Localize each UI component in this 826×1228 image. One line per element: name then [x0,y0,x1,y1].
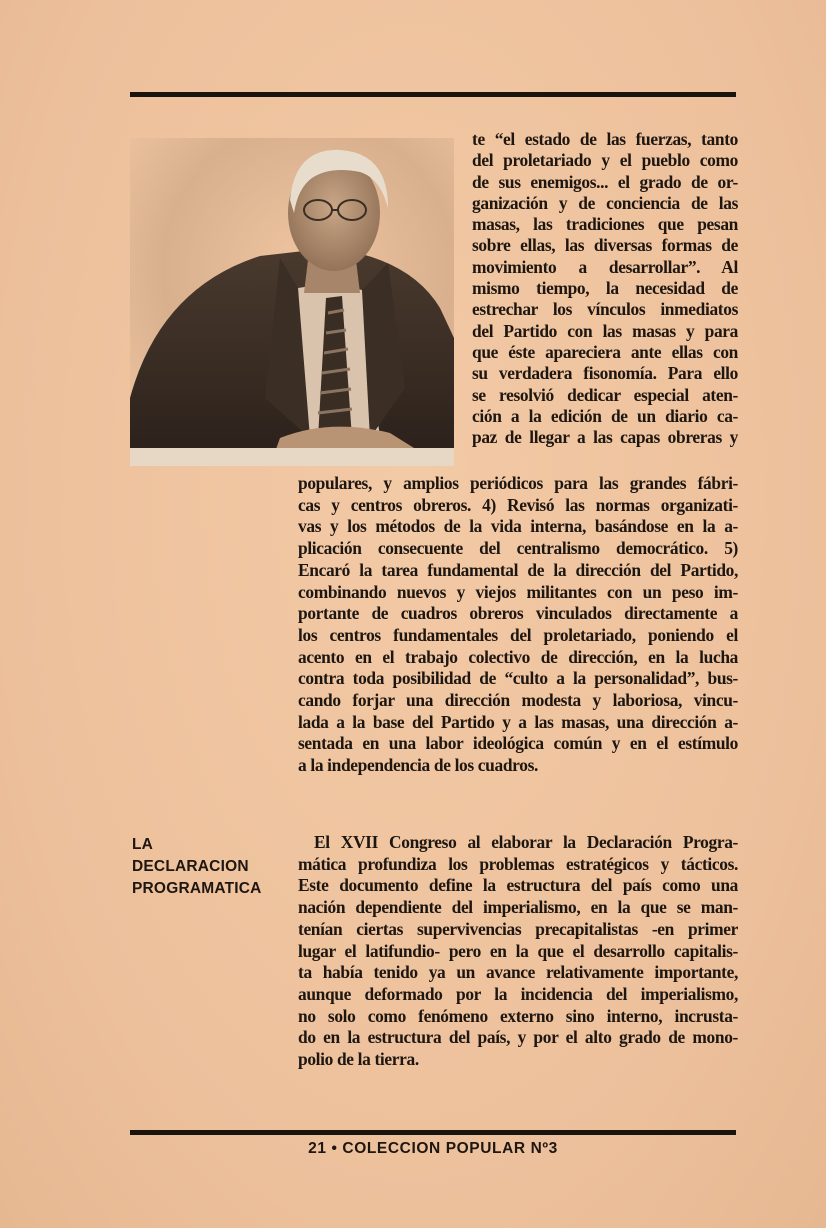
text-line: te “el estado de las fuerzas, tanto [472,129,738,149]
text-line: nación dependiente del imperialismo, en la que se man- [298,897,738,918]
continued-paragraph [298,473,738,777]
text-line: estrechar los vínculos inmediatos [472,299,738,320]
text-line: Este documento define la estructura del país como una [298,875,738,896]
text-line: polio de la tierra. [298,1049,419,1070]
text-line: Encaró la tarea fundamental de la dirección del Partido, [298,559,738,580]
text-line: su verdadera fisonomía. Para ello [472,363,738,384]
text-line: acento en el trabajo colectivo de dirección, en la lucha [298,646,738,667]
text-line: del Partido con las masas y para [472,320,738,341]
text-line: sobre ellas, las diversas formas de [472,235,738,256]
section-heading [132,834,292,900]
text-line: plicación consecuente del centralismo democrático. 5) [298,538,738,559]
text-line: mismo tiempo, la necesidad de [472,278,738,299]
text-line: masas, las tradiciones que pesan [472,214,738,235]
section-paragraph [298,832,738,1071]
top-rule [130,92,736,97]
text-line: se resolvió dedicar especial aten- [472,384,738,405]
heading-line: PROGRAMATICA [132,880,262,897]
text-line: que éste apareciera ante ellas con [472,341,738,362]
text-line: sentada en una labor ideológica común y en el estímulo [298,733,738,754]
text-line: movimiento a desarrollar”. Al [472,256,738,277]
text-line: combinando nuevos y viejos militantes con un peso im- [298,581,738,602]
text-line: de sus enemigos... el grado de or- [472,171,738,192]
text-line: cando forjar una dirección modesta y laboriosa, vincu- [298,690,738,711]
text-line: mática profundiza los problemas estratégicos y tácticos. [298,853,738,874]
heading-line: LA [132,836,154,853]
text-line: a la independencia de los cuadros. [298,755,538,776]
text-line: ción a la edición de un diario ca- [472,405,738,426]
text-line: do en la estructura del país, y por el alto grado de mono- [298,1027,738,1048]
text-line: ganización y de conciencia de las [472,192,738,213]
text-line: paz de llegar a las capas obreras y [472,427,738,448]
bottom-rule [130,1130,736,1135]
text-line: lugar el latifundio- pero en la que el desarrollo capitalis- [298,940,738,961]
text-line: lada a la base del Partido y a las masas, una dirección a- [298,711,738,732]
text-line: vas y los métodos de la vida interna, basándose en la a- [298,516,738,537]
text-line: tenían ciertas supervivencias precapitalistas -en primer [298,918,738,939]
text-line: portante de cuadros obreros vinculados directamente a [298,603,738,624]
text-line: contra toda posibilidad de “culto a la personalidad”, bus- [298,668,738,689]
text-line: aunque deformado por la incidencia del imperialismo, [298,983,738,1004]
text-line: ta había tenido ya un avance relativamente importante, [298,962,738,983]
text-line: El XVII Congreso al elaborar la Declaración Progra- [314,832,738,852]
wrapped-paragraph [472,129,738,448]
text-line: populares, y amplios periódicos para las grandes fábri- [298,473,738,493]
heading-line: DECLARACION [132,858,249,875]
text-line: cas y centros obreros. 4) Revisó las normas organizati- [298,494,738,515]
text-line: no solo como fenómeno externo sino interno, incrusta- [298,1005,738,1026]
portrait-photo [130,138,454,466]
text-line: los centros fundamentales del proletariado, poniendo el [298,624,738,645]
page-footer: 21 • COLECCION POPULAR Nº3 [308,1140,558,1157]
text-line: del proletariado y el pueblo como [472,150,738,171]
